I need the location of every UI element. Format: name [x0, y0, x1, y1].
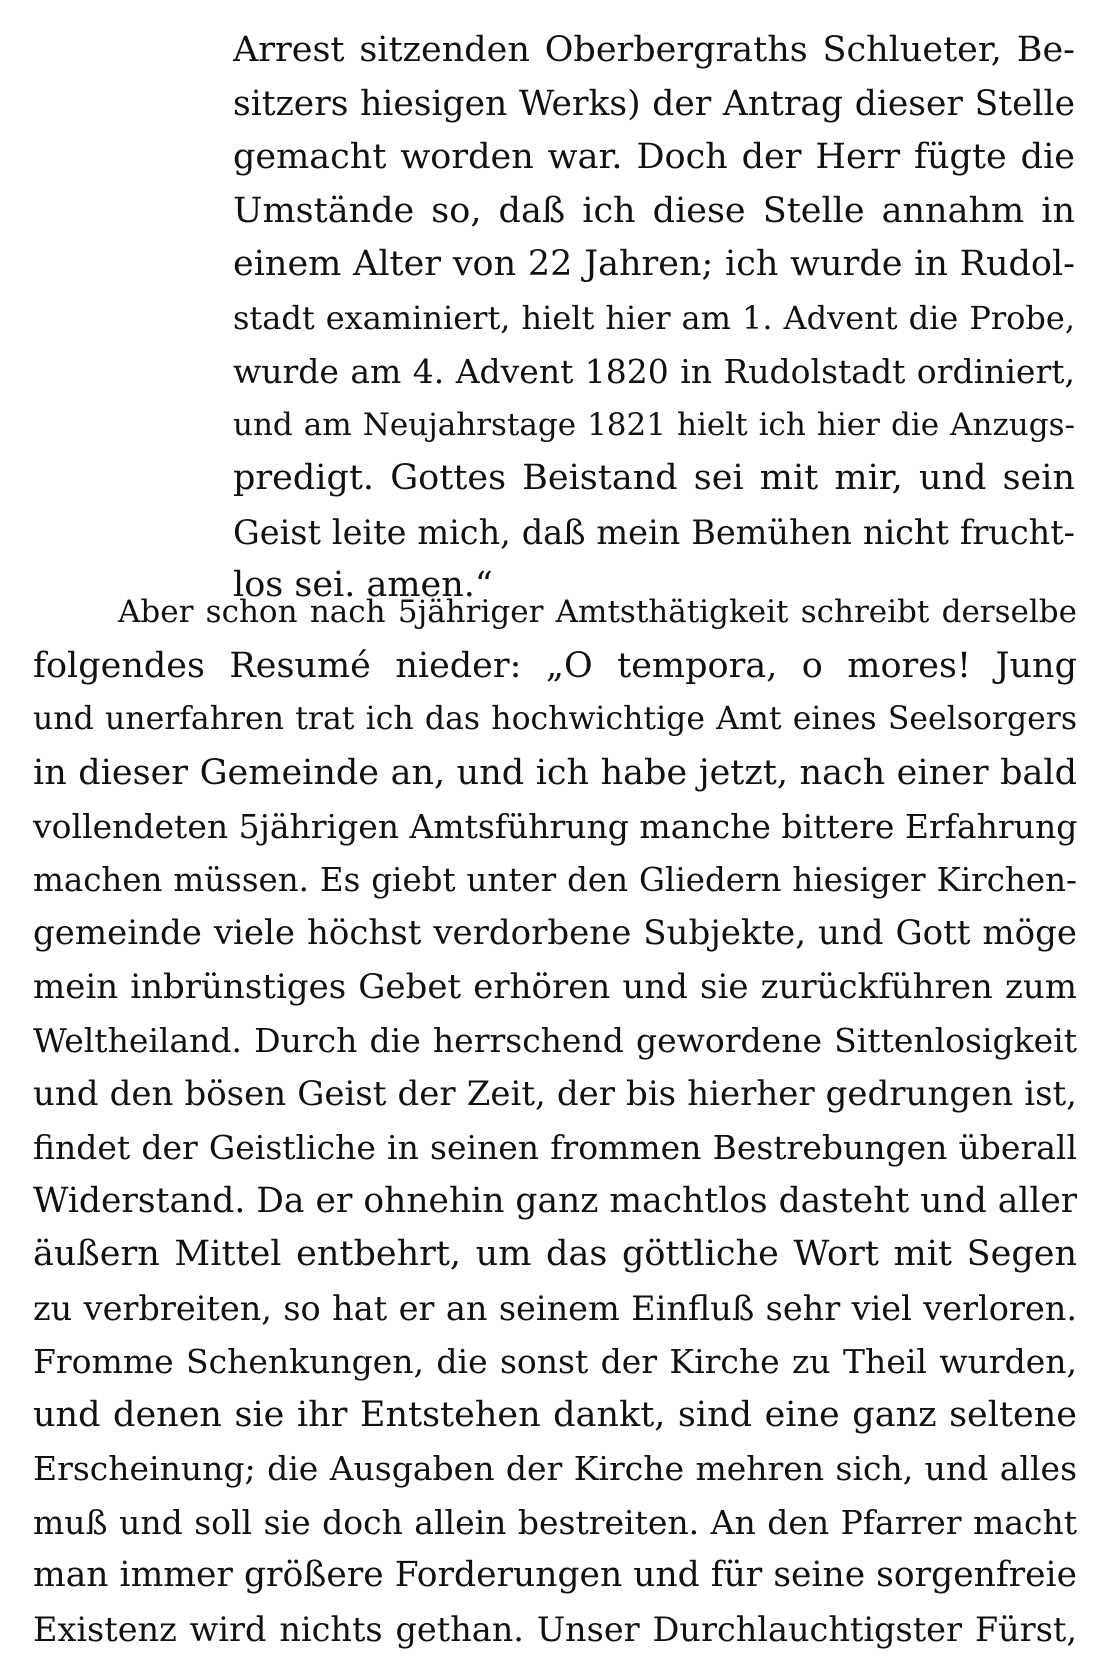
text-line: wurde am 4. Advent 1820 in Rudolstadt ordiniert,: [233, 352, 1075, 391]
text-line: in dieser Gemeinde an, und ich habe jetzt, nach einer bald: [33, 752, 1077, 793]
text-line: muß und soll sie doch allein bestreiten. An den Pfarrer macht: [33, 1502, 1077, 1542]
text-line: Geist leite mich, daß mein Bemühen nicht frucht-: [233, 512, 1075, 552]
text-line: Weltheiland. Durch die herrschend gewordene Sittenlosigkeit: [33, 1021, 1077, 1060]
text-line: zu verbreiten, so hat er an seinem Einfluß sehr viel verloren.: [33, 1288, 1077, 1328]
text-line: und den bösen Geist der Zeit, der bis hierher gedrungen ist,: [33, 1073, 1077, 1114]
text-line: stadt examiniert, hielt hier am 1. Advent die Probe,: [233, 298, 1075, 337]
text-line: äußern Mittel entbehrt, um das göttliche Wort mit Segen: [33, 1234, 1077, 1274]
text-line: folgendes Resumé nieder: „O tempora, o mores! Jung: [33, 645, 1077, 686]
text-line: Erscheinung; die Ausgaben der Kirche mehren sich, und alles: [33, 1449, 1077, 1488]
text-line: sitzers hiesigen Werks) der Antrag dieser Stelle: [233, 83, 1075, 124]
body-paragraph: [33, 586, 1077, 1656]
text-line: und unerfahren trat ich das hochwichtige Amt eines Seelsorgers: [33, 701, 1077, 737]
text-line: mein inbrünstiges Gebet erhören und sie zurückführen zum: [33, 966, 1077, 1007]
text-line: Umstände so, daß ich diese Stelle annahm in: [233, 190, 1075, 231]
text-line: Existenz wird nichts gethan. Unser Durchlauchtigster Fürst,: [33, 1609, 1077, 1649]
quoted-passage: [233, 24, 1075, 613]
text-line: Arrest sitzenden Oberbergraths Schlueter, Be-: [233, 30, 1075, 70]
text-line: gemeinde viele höchst verdorbene Subjekte, und Gott möge: [33, 913, 1077, 953]
text-line: Aber schon nach 5jähriger Amtsthätigkeit schreibt derselbe: [118, 594, 1077, 630]
text-line: findet der Geistliche in seinen frommen Bestrebungen überall: [33, 1128, 1077, 1167]
text-line: Fromme Schenkungen, die sonst der Kirche zu Theil wurden,: [33, 1342, 1077, 1381]
text-line: und denen sie ihr Entstehen dankt, sind eine ganz seltene: [33, 1394, 1077, 1435]
text-line: machen müssen. Es giebt unter den Gliedern hiesiger Kirchen-: [33, 860, 1077, 899]
text-line: predigt. Gottes Beistand sei mit mir, und sein: [233, 458, 1075, 498]
text-line: man immer größere Forderungen und für seine sorgenfreie: [33, 1555, 1077, 1595]
text-line: Widerstand. Da er ohnehin ganz machtlos dasteht und aller: [33, 1180, 1077, 1221]
text-line: vollendeten 5jährigen Amtsführung manche bittere Erfahrung: [33, 807, 1077, 846]
text-line: einem Alter von 22 Jahren; ich wurde in Rudol-: [233, 244, 1075, 284]
text-line: los sei. amen.“: [233, 565, 493, 605]
text-line: und am Neujahrstage 1821 hielt ich hier die Anzugs-: [233, 406, 1075, 443]
text-line: gemacht worden war. Doch der Herr fügte die: [233, 137, 1075, 177]
